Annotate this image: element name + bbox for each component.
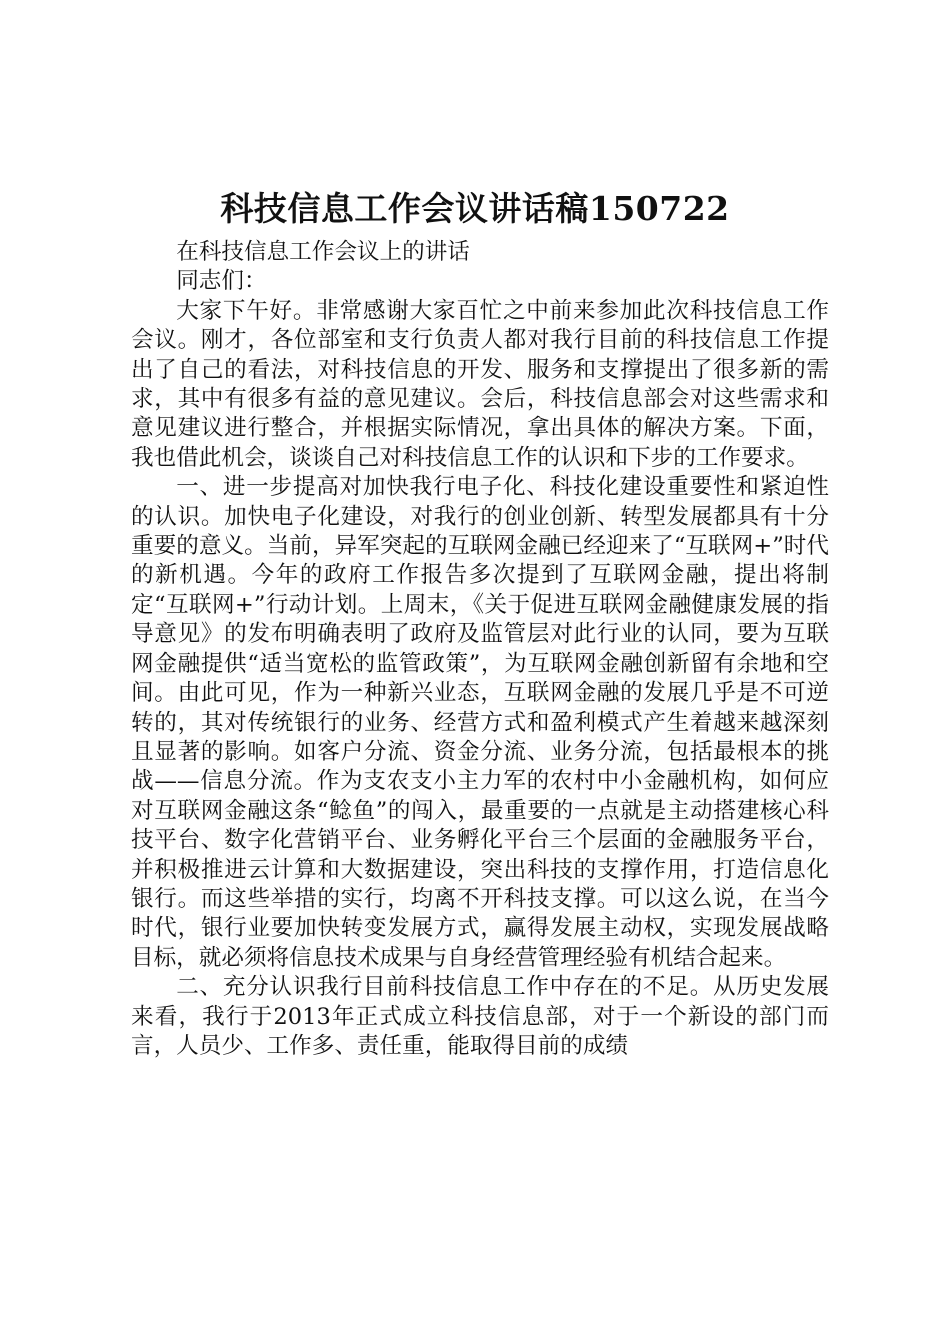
paragraph-opening: 大家下午好。非常感谢大家百忙之中前来参加此次科技信息工作会议。刚才，各位部室和支行负责人都对我行目前的科技信息工作提出了自己的看法，对科技信息的开发、服务和支撑提出了很多新的需求，其中有很多有益的意见建议。会后，科技信息部会对这些需求和意见建议进行整合，并根据实际情况，拿出具体的解决方案。下面，我也借此机会，谈谈自己对科技信息工作的认识和下步的工作要求。	[131, 297, 829, 471]
document-title: 科技信息工作会议讲话稿150722	[220, 189, 730, 228]
paragraph-section-one: 一、进一步提高对加快我行电子化、科技化建设重要性和紧迫性的认识。加快电子化建设，对我行的创业创新、转型发展都具有十分重要的意义。当前，异军突起的互联网金融已经迎来了“互联网+”时代的新机遇。今年的政府工作报告多次提到了互联网金融，提出将制定“互联网+”行动计划。上周末，《关于促进互联网金融健康发展的指导意见》的发布明确表明了政府及监管层对此行业的认同，要为互联网金融提供“适当宽松的监管政策”，为互联网金融创新留有余地和空间。由此可见，作为一种新兴业态，互联网金融的发展几乎是不可逆转的，其对传统银行的业务、经营方式和盈利模式产生着越来越深刻且显著的影响。如客户分流、资金分流、业务分流，包括最根本的挑战——信息分流。作为支农支小主力军的农村中小金融机构，如何应对互联网金融这条“鲶鱼”的闯入，最重要的一点就是主动搭建核心科技平台、数字化营销平台、业务孵化平台三个层面的金融服务平台，并积极推进云计算和大数据建设，突出科技的支撑作用，打造信息化银行。而这些举措的实行，均离不开科技支撑。可以这么说，在当今时代，银行业要加快转变发展方式，赢得发展主动权，实现发展战略目标，就必须将信息技术成果与自身经营管理经验有机结合起来。	[131, 474, 829, 971]
salutation: 同志们：	[176, 268, 267, 295]
document-body	[131, 238, 829, 1061]
paragraph-section-two: 二、充分认识我行目前科技信息工作中存在的不足。从历史发展来看，我行于2013年正式成立科技信息部，对于一个新设的部门而言，人员少、工作多、责任重，能取得目前的成绩	[131, 974, 829, 1059]
speech-heading: 在科技信息工作会议上的讲话	[176, 239, 470, 265]
